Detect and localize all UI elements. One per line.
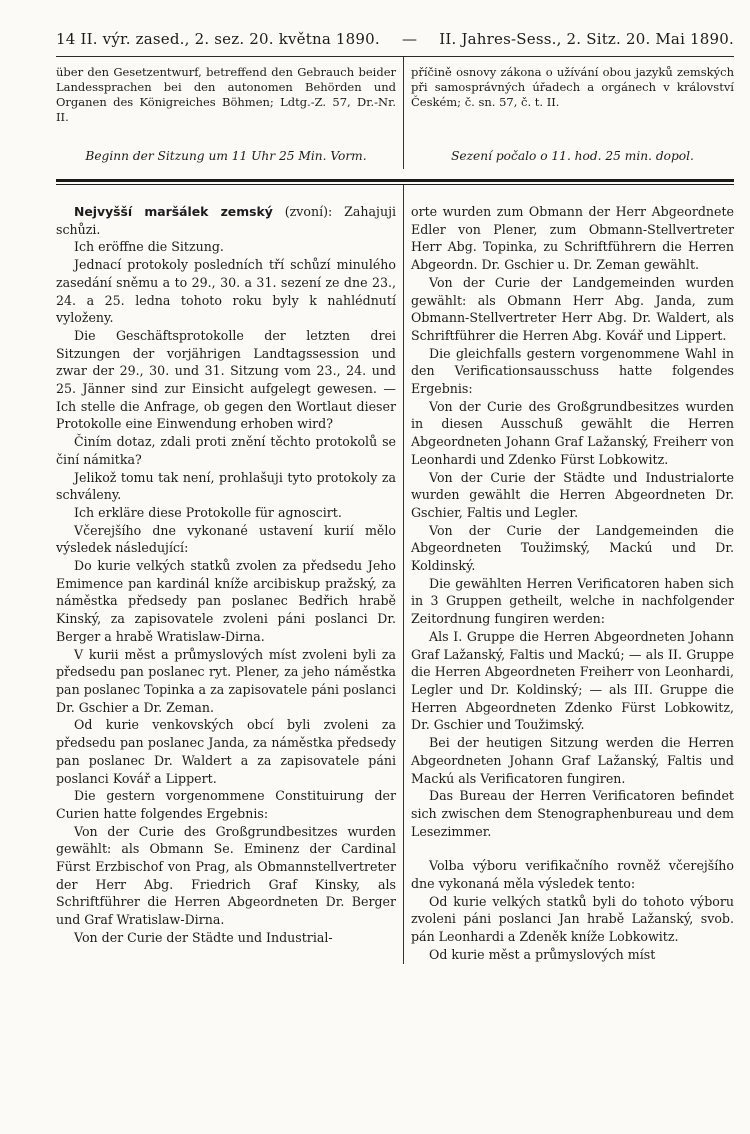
speaker-name: Nejvyšší maršálek zemský	[74, 204, 273, 219]
header-dash: —	[401, 30, 418, 48]
paragraph: Von der Curie des Großgrundbesitzes wurden in diesen Ausschuß gewählt die Herren Abgeordneten Johann Graf Lažanský, Freiherr von Leonhardi und Zdenko Fürst Lobkowitz.	[411, 398, 734, 467]
paragraph: Von der Curie der Landgemeinden wurden gewählt: als Obmann Herr Abg. Janda, zum Obmann-Stellvertreter Herr Abg. Dr. Waldert, als Schriftführer die Herren Abg. Kovář und Lippert.	[411, 274, 734, 343]
main-right-column	[404, 185, 734, 964]
top-right-column	[404, 57, 734, 169]
speaker-note: (zvoní): Zahajuji schůzi.	[56, 204, 396, 237]
divider-thick	[56, 179, 734, 182]
paragraph: Bei der heutigen Sitzung werden die Herren Abgeordneten Johann Graf Lažanský, Faltis und Mackú als Verificatoren fungiren.	[411, 735, 734, 786]
paragraph: Als I. Gruppe die Herren Abgeordneten Johann Graf Lažanský, Faltis und Mackú; — als II. Gruppe die Herren Abgeordneten Freiherr von Leonhardi, Legler und Dr. Koldinský; — als III. Gruppe die Herren Abgeordneten Zdenko Fürst Lobkowitz, Dr. Gschier und Toužimský.	[411, 628, 734, 733]
paragraph: Von der Curie der Städte und Industrial-	[74, 929, 333, 945]
spacer	[411, 840, 734, 857]
header-german: II. Jahres-Sess., 2. Sitz. 20. Mai 1890.	[439, 30, 734, 48]
top-section	[56, 57, 734, 169]
paragraph: Volba výboru verifikačního rovněž včerejšího dne vykonaná měla výsledek tento:	[411, 858, 734, 892]
paragraph: Von der Curie der Landgemeinden die Abgeordneten Toužimský, Mackú und Dr. Koldinský.	[411, 522, 734, 574]
paragraph: Die Geschäftsprotokolle der letzten drei Sitzungen der vorjährigen Landtagssession und zwar der 29., 30. und 31. Sitzung vom 23., 24. und 25. Jänner sind zur Einsicht aufgelegt gewesen. — Ich stelle die Anfrage, ob gegen den Wortlaut dieser Protokolle eine Einwendung erhoben wird?	[56, 327, 396, 432]
session-start-czech: Sezení počalo o 11. hod. 25 min. dopol.	[451, 149, 694, 163]
paragraph: Von der Curie der Städte und Industrialorte wurden gewählt die Herren Abgeordneten Dr. Gschier, Faltis und Legler.	[411, 469, 734, 520]
main-left-column	[56, 185, 404, 964]
paragraph: Von der Curie des Großgrundbesitzes wurden gewählt: als Obmann Se. Eminenz der Cardinal Fürst Erzbischof von Prag, als Obmannstellvertreter der Herr Abg. Friedrich Graf Kinsky, als Schriftführer die Herren Abgeordneten Dr. Berger und Graf Wratislaw-Dirna.	[56, 823, 396, 928]
paragraph: Die gewählten Herren Verificatoren haben sich in 3 Gruppen getheilt, welche in nachfolgender Zeitordnung fungiren werden:	[411, 575, 734, 627]
paragraph: Jednací protokoly posledních tří schůzí minulého zasedání sněmu a to 29., 30. a 31. sezení ze dne 23., 24. a 25. ledna tohoto roku byly k nahlédnutí vyloženy.	[56, 257, 396, 326]
paragraph: Die gleichfalls gestern vorgenommene Wahl in den Verificationsausschuss hatte folgendes Ergebnis:	[411, 345, 734, 397]
paragraph: Jelikož tomu tak není, prohlašuji tyto protokoly za schváleny.	[56, 469, 396, 503]
paragraph: Ich erkläre diese Protokolle für agnoscirt.	[74, 504, 342, 520]
bill-title-czech: příčině osnovy zákona o užívání obou jazyků zemských při samosprávných úřadech a orgánech v království Českém; č. sn. 57, č. t. II.	[411, 65, 734, 109]
paragraph: Das Bureau der Herren Verificatoren befindet sich zwischen dem Stenographenbureau und dem Lesezimmer.	[411, 788, 734, 839]
main-section	[56, 185, 734, 964]
paragraph: Činím dotaz, zdali proti znění těchto protokolů se činí námitka?	[56, 434, 396, 467]
paragraph: Od kurie velkých statků byli do tohoto výboru zvoleni páni poslanci Jan hrabě Lažanský, svob. pán Leonhardi a Zdeněk kníže Lobkowitz.	[411, 893, 734, 945]
paragraph: Do kurie velkých statků zvolen za předsedu Jeho Emimence pan kardinál kníže arcibiskup pražský, za náměstka předsedy pan poslanec Bedřich hrabě Kinský, za zapisovatele zvoleni páni poslanci Dr. Berger a hrabě Wratislaw-Dirna.	[56, 558, 396, 644]
top-left-column	[56, 57, 404, 169]
paragraph: Včerejšího dne vykonané ustavení kurií mělo výsledek následující:	[56, 522, 396, 556]
speaker-paragraph	[56, 203, 396, 238]
bill-title-german: über den Gesetzentwurf, betreffend den Gebrauch beider Landessprachen bei den autonomen Behörden und Organen des Königreiches Böhmen; Ldtg.-Z. 57, Dr.-Nr. II.	[56, 65, 396, 124]
page-header	[56, 30, 734, 57]
session-start-german: Beginn der Sitzung um 11 Uhr 25 Min. Vorm.	[85, 149, 367, 163]
paragraph: orte wurden zum Obmann der Herr Abgeordnete Edler von Plener, zum Obmann-Stellvertreter Herr Abg. Topinka, zu Schriftführern die Herren Abgeordn. Dr. Gschier u. Dr. Zeman gewählt.	[411, 204, 734, 273]
paragraph: Od kurie měst a průmyslových míst	[429, 946, 656, 962]
paragraph: Od kurie venkovských obcí byli zvoleni za předsedu pan poslanec Janda, za náměstka předsedy pan poslanec Dr. Waldert a za zapisovatele páni poslanci Kovář a Lippert.	[56, 717, 396, 786]
header-czech: 14 II. výr. zased., 2. sez. 20. května 1890.	[56, 30, 380, 48]
paragraph: Die gestern vorgenommene Constituirung der Curien hatte folgendes Ergebnis:	[56, 788, 396, 821]
paragraph: Ich eröffne die Sitzung.	[74, 239, 224, 255]
paragraph: V kurii měst a průmyslových míst zvoleni byli za předsedu pan poslanec ryt. Plener, za jeho náměstka pan poslanec Topinka a za zapisovatele páni poslanci Dr. Gschier a Dr. Zeman.	[56, 646, 396, 715]
